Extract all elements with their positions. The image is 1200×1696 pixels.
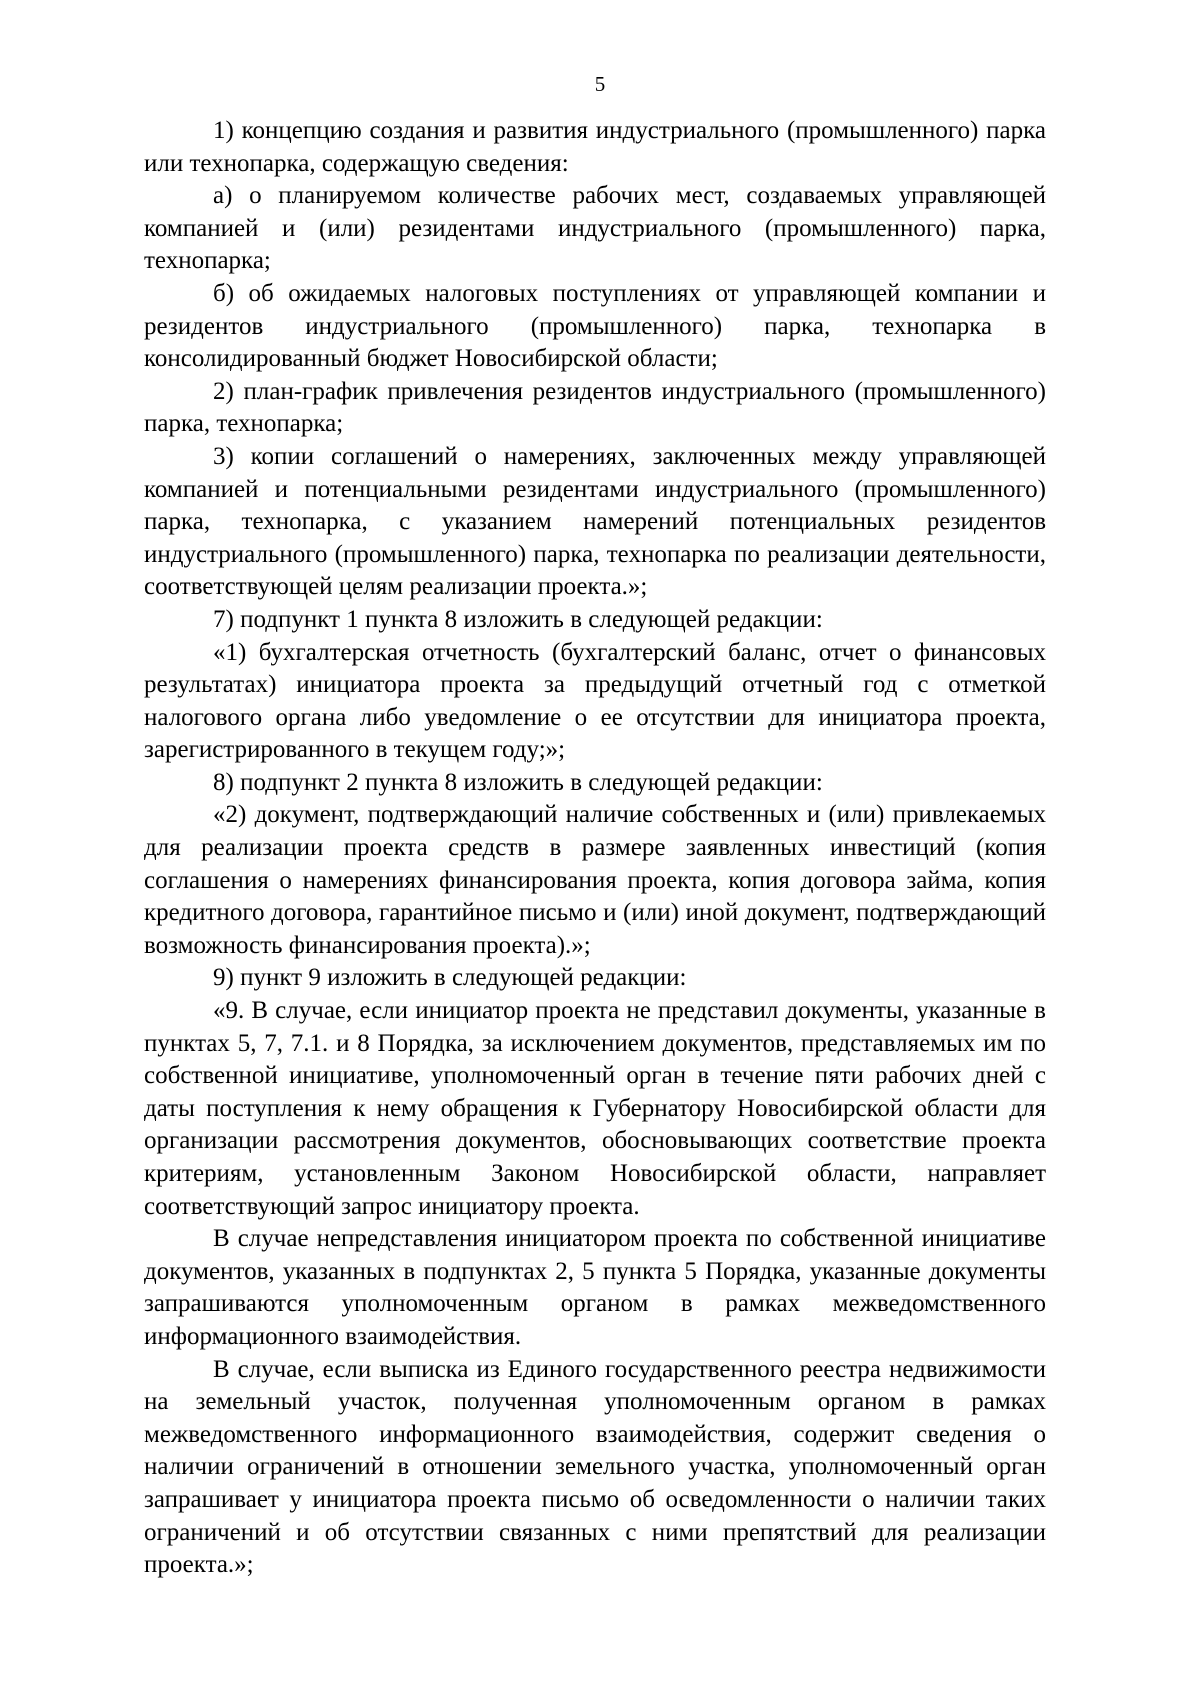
paragraph-accounting: «1) бухгалтерская отчетность (бухгалтерский баланс, отчет о финансовых результатах) инициатора проекта за предыдущий отчетный год с отметкой налогового органа либо уведомление о ее отсутствии для инициатора проекта, зарегистрированного в текущем году;»;	[144, 638, 1046, 764]
paragraph-taxes: б) об ожидаемых налоговых поступлениях от управляющей компании и резидентов индустриального (промышленного) парка, технопарка в консолидированный бюджет Новосибирской области;	[144, 279, 1046, 373]
paragraph-item-7: 7) подпункт 1 пункта 8 изложить в следующей редакции:	[213, 605, 823, 633]
paragraph-agreements: 3) копии соглашений о намерениях, заключенных между управляющей компанией и потенциальными резидентами индустриального (промышленного) парка, технопарка, с указанием намерений потенциальных резидентов индустриального (промышленного) парка, технопарка по реализации деятельности, соответствующей целям реализации проекта.»;	[144, 442, 1046, 601]
paragraph-jobs: а) о планируемом количестве рабочих мест, создаваемых управляющей компанией и (или) резидентами индустриального (промышленного) парка, технопарка;	[144, 182, 1046, 275]
paragraph-item-9: 9) пункт 9 изложить в следующей редакции:	[213, 964, 687, 992]
paragraph-registry-extract: В случае, если выписка из Единого государственного реестра недвижимости на земельный участок, полученная уполномоченным органом в рамках межведомственного информационного взаимодействия, содержит сведения о наличии ограничений в отношении земельного участка, уполномоченный орган запрашивает у инициатора проекта письмо об осведомленности о наличии таких ограничений и об отсутствии связанных с ними препятствий для реализации проекта.»;	[144, 1355, 1046, 1579]
paragraph-non-submission: В случае непредставления инициатором проекта по собственной инициативе документов, указанных в подпунктах 2, 5 пункта 5 Порядка, указанные документы запрашиваются уполномоченным органом в рамках межведомственного информационного взаимодействия.	[144, 1225, 1046, 1350]
paragraph-clause-9: «9. В случае, если инициатор проекта не представил документы, указанные в пунктах 5, 7, 7.1. и 8 Порядка, за исключением документов, представляемых им по собственной инициативе, уполномоченный орган в течение пяти рабочих дней с даты поступления к нему обращения к Губернатору Новосибирской области для организации рассмотрения документов, обосновывающих соответствие проекта критериям, установленным Законом Новосибирской области, направляет соответствующий запрос инициатору проекта.	[144, 997, 1046, 1220]
paragraph-item-8: 8) подпункт 2 пункта 8 изложить в следующей редакции:	[213, 768, 823, 796]
paragraph-schedule: 2) план-график привлечения резидентов индустриального (промышленного) парка, технопарка;	[144, 377, 1046, 438]
page-number: 5	[594, 72, 606, 96]
paragraph-concept: 1) концепцию создания и развития индустриального (промышленного) парка или технопарка, содержащую сведения:	[144, 117, 1046, 177]
paragraph-funds-document: «2) документ, подтверждающий наличие собственных и (или) привлекаемых для реализации проекта средств в размере заявленных инвестиций (копия соглашения о намерениях финансирования проекта, копия договора займа, копия кредитного договора, гарантийное письмо и (или) иной документ, подтверждающий возможность финансирования проекта).»;	[144, 801, 1046, 959]
document-body	[144, 115, 1046, 1582]
